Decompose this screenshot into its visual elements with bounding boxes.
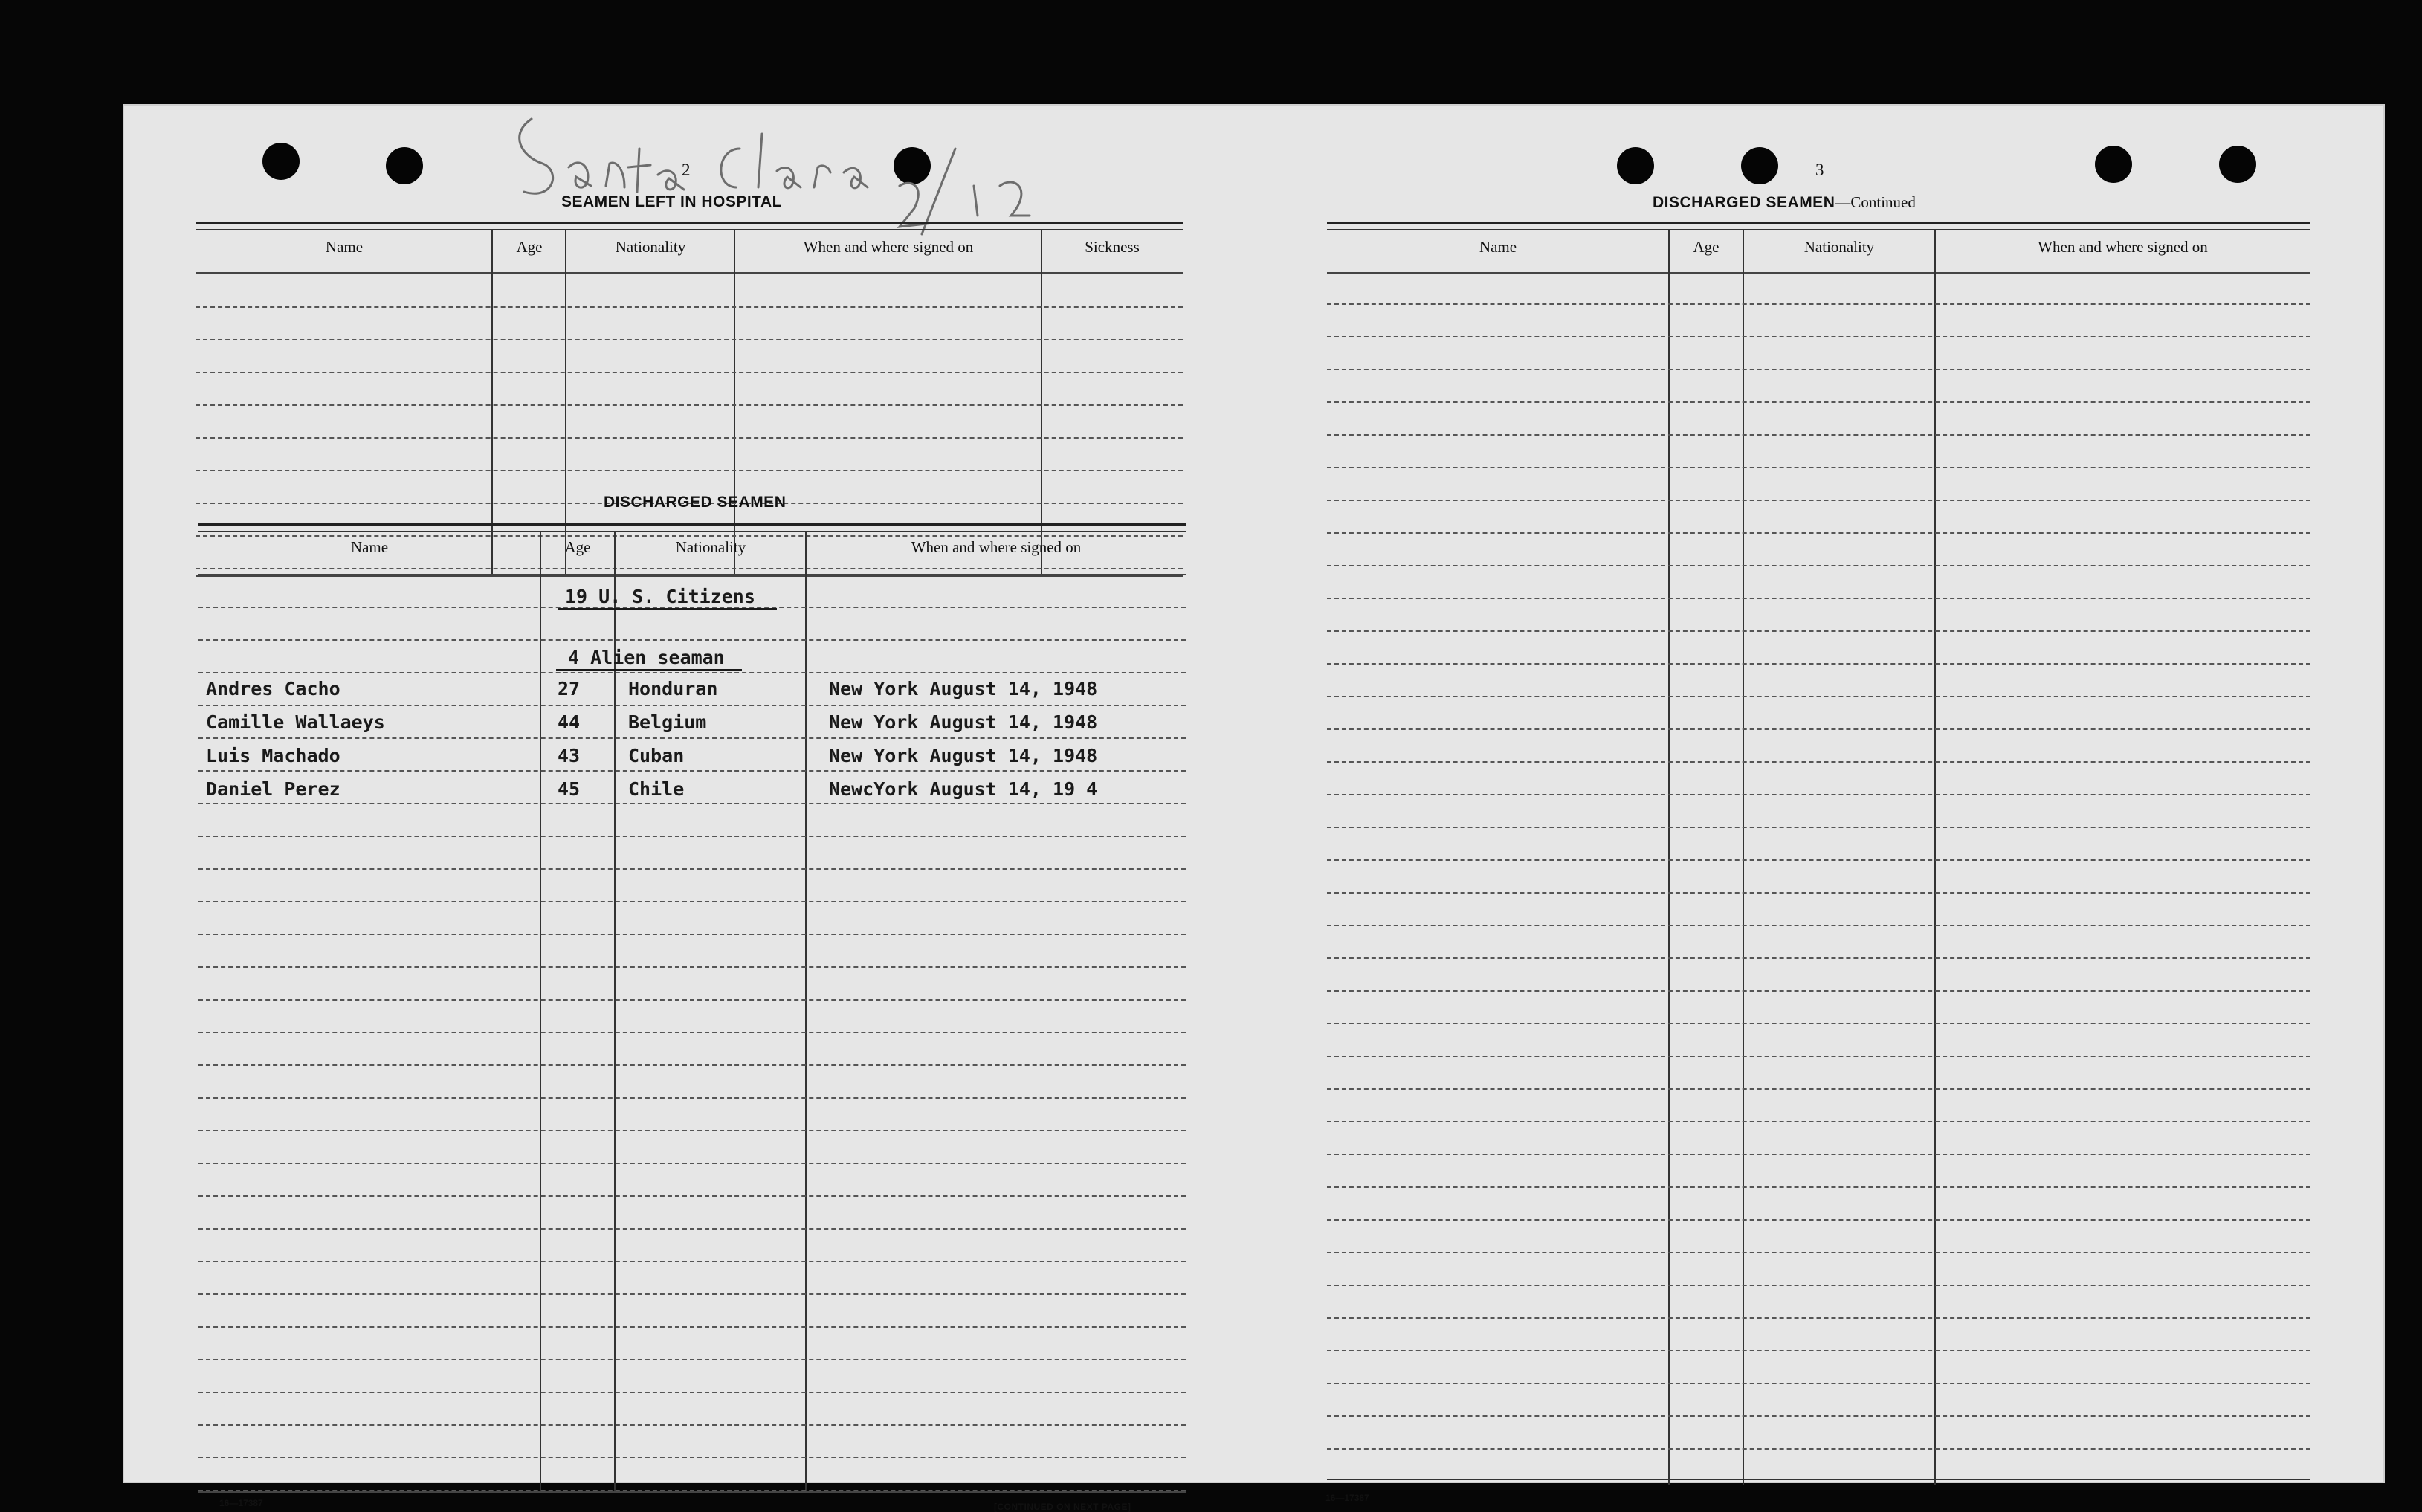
ruled-line bbox=[198, 1130, 1186, 1131]
table-top-rule bbox=[1327, 222, 2310, 224]
ruled-line bbox=[1327, 565, 2310, 566]
ruled-line bbox=[198, 737, 1186, 739]
footer-continued: [CONTINUED ON NEXT PAGE] bbox=[994, 1502, 1131, 1512]
cell-name: Andres Cacho bbox=[206, 678, 340, 700]
ruled-line bbox=[198, 868, 1186, 870]
summary-line-aliens: 4 Alien seaman bbox=[568, 647, 725, 668]
column-divider bbox=[1668, 229, 1670, 1485]
column-divider bbox=[614, 531, 616, 1493]
hospital-section-title: SEAMEN LEFT IN HOSPITAL bbox=[561, 193, 782, 210]
ruled-line bbox=[198, 901, 1186, 902]
ruled-line bbox=[1327, 1252, 2310, 1253]
ruled-line bbox=[198, 705, 1186, 706]
cell-nationality: Cuban bbox=[628, 745, 685, 766]
ledger-sheet bbox=[123, 104, 2385, 1512]
ruled-line bbox=[1327, 728, 2310, 730]
ruled-line bbox=[1327, 696, 2310, 697]
ruled-line bbox=[1327, 925, 2310, 926]
discharged-section-title: DISCHARGED SEAMEN bbox=[604, 494, 787, 511]
table-top-rule bbox=[196, 229, 1183, 230]
page-number: 2 bbox=[682, 161, 691, 179]
column-header-name: Name bbox=[325, 238, 364, 256]
cell-nationality: Belgium bbox=[628, 711, 707, 733]
page-number: 3 bbox=[1815, 161, 1824, 179]
table-top-rule bbox=[196, 222, 1183, 224]
cell-nationality: Honduran bbox=[628, 678, 718, 700]
ruled-line bbox=[198, 999, 1186, 1001]
ruled-line bbox=[196, 568, 1183, 569]
cell-age: 43 bbox=[558, 745, 581, 766]
ruled-line bbox=[198, 1326, 1186, 1328]
table-bottom-rule bbox=[198, 1491, 1186, 1493]
title-suffix: —Continued bbox=[1835, 193, 1916, 211]
footer-form-code: 16—17387 bbox=[219, 1498, 263, 1508]
column-header-age: Age bbox=[516, 238, 543, 256]
ruled-line bbox=[1327, 859, 2310, 861]
summary-line-citizens: 19 U. S. Citizens bbox=[565, 586, 755, 607]
column-divider bbox=[805, 531, 807, 1493]
column-divider bbox=[1743, 229, 1744, 1485]
ruled-line bbox=[1327, 467, 2310, 468]
ruled-line bbox=[198, 966, 1186, 968]
cell-age: 27 bbox=[558, 678, 581, 700]
ruled-line bbox=[1327, 892, 2310, 894]
typed-underline bbox=[556, 669, 742, 671]
ruled-line bbox=[1327, 761, 2310, 763]
continued-section-title bbox=[1653, 193, 1916, 212]
column-header-signed-on: When and where signed on bbox=[803, 238, 974, 256]
ruled-line bbox=[1327, 1285, 2310, 1286]
cell-signed-on: NewcYork August 14, 19 4 bbox=[829, 778, 1098, 800]
ruled-line bbox=[1327, 1350, 2310, 1351]
footer-form-code: 16—17387 bbox=[1325, 1493, 1369, 1503]
table-top-rule bbox=[1327, 229, 2310, 230]
ruled-line bbox=[198, 672, 1186, 673]
ruled-line bbox=[1327, 500, 2310, 501]
table-top-rule bbox=[198, 523, 1186, 526]
left-page bbox=[123, 104, 1238, 1512]
cell-age: 44 bbox=[558, 711, 581, 733]
ruled-line bbox=[198, 639, 1186, 641]
ruled-line bbox=[198, 1261, 1186, 1262]
ruled-line bbox=[198, 803, 1186, 804]
ruled-line bbox=[1327, 303, 2310, 305]
ruled-line bbox=[1327, 630, 2310, 632]
ruled-line bbox=[196, 470, 1183, 471]
cell-name: Daniel Perez bbox=[206, 778, 340, 800]
column-header-age: Age bbox=[1693, 238, 1719, 256]
ruled-line bbox=[198, 1457, 1186, 1458]
ruled-line bbox=[1327, 369, 2310, 370]
column-header-name: Name bbox=[1479, 238, 1517, 256]
ruled-line bbox=[198, 1195, 1186, 1197]
ruled-line bbox=[1327, 1056, 2310, 1057]
typed-underline bbox=[558, 608, 777, 610]
ruled-line bbox=[198, 1228, 1186, 1230]
ruled-line bbox=[1327, 1219, 2310, 1221]
cell-nationality: Chile bbox=[628, 778, 685, 800]
ruled-line bbox=[196, 372, 1183, 373]
column-header-signed-on: When and where signed on bbox=[2038, 238, 2208, 256]
ruled-line bbox=[1327, 1317, 2310, 1319]
ruled-line bbox=[198, 1424, 1186, 1426]
ruled-line bbox=[1327, 663, 2310, 665]
ruled-line bbox=[1327, 827, 2310, 828]
ruled-line bbox=[198, 1392, 1186, 1393]
ruled-line bbox=[1327, 532, 2310, 534]
ruled-line bbox=[1327, 1415, 2310, 1417]
table-top-rule bbox=[198, 531, 1186, 532]
ruled-line bbox=[1327, 957, 2310, 959]
ruled-line bbox=[198, 934, 1186, 935]
ruled-line bbox=[196, 535, 1183, 537]
ruled-line bbox=[1327, 598, 2310, 599]
column-header-name: Name bbox=[350, 538, 389, 556]
ruled-line bbox=[1327, 1383, 2310, 1384]
right-page bbox=[1253, 104, 2385, 1503]
table-bottom-rule bbox=[196, 575, 1183, 577]
title-main: DISCHARGED SEAMEN bbox=[1653, 194, 1835, 211]
ruled-line bbox=[1327, 401, 2310, 403]
ruled-line bbox=[196, 404, 1183, 406]
column-divider bbox=[540, 531, 541, 1493]
cell-age: 45 bbox=[558, 778, 581, 800]
header-rule bbox=[196, 272, 1183, 274]
ruled-line bbox=[1327, 1023, 2310, 1024]
ruled-line bbox=[198, 1163, 1186, 1164]
column-header-sickness: Sickness bbox=[1085, 238, 1140, 256]
column-header-nationality: Nationality bbox=[675, 538, 746, 556]
ruled-line bbox=[198, 1064, 1186, 1066]
ruled-line bbox=[1327, 1154, 2310, 1155]
ruled-line bbox=[1327, 336, 2310, 337]
cell-signed-on: New York August 14, 1948 bbox=[829, 711, 1098, 733]
ruled-line bbox=[198, 1097, 1186, 1099]
cell-signed-on: New York August 14, 1948 bbox=[829, 678, 1098, 700]
cell-name: Luis Machado bbox=[206, 745, 340, 766]
column-header-signed-on: When and where signed on bbox=[911, 538, 1082, 556]
header-rule bbox=[1327, 272, 2310, 274]
ruled-line bbox=[1327, 990, 2310, 992]
ruled-line bbox=[1327, 1186, 2310, 1188]
ruled-line bbox=[198, 1032, 1186, 1033]
ruled-line bbox=[198, 1293, 1186, 1295]
ruled-line bbox=[198, 770, 1186, 772]
column-header-age: Age bbox=[564, 538, 591, 556]
ruled-line bbox=[1327, 1088, 2310, 1090]
cell-signed-on: New York August 14, 1948 bbox=[829, 745, 1098, 766]
ruled-line bbox=[196, 339, 1183, 340]
column-divider bbox=[1934, 229, 1936, 1485]
ruled-line bbox=[1327, 794, 2310, 795]
ruled-line bbox=[1327, 1121, 2310, 1122]
cell-name: Camille Wallaeys bbox=[206, 711, 385, 733]
ruled-line bbox=[198, 1359, 1186, 1360]
header-rule bbox=[198, 574, 1186, 575]
ruled-line bbox=[198, 836, 1186, 837]
column-header-nationality: Nationality bbox=[1803, 238, 1875, 256]
column-header-nationality: Nationality bbox=[615, 238, 686, 256]
table-bottom-rule bbox=[1327, 1479, 2310, 1480]
ruled-line bbox=[196, 306, 1183, 308]
ruled-line bbox=[1327, 434, 2310, 436]
ruled-line bbox=[1327, 1448, 2310, 1450]
ruled-line bbox=[196, 437, 1183, 439]
